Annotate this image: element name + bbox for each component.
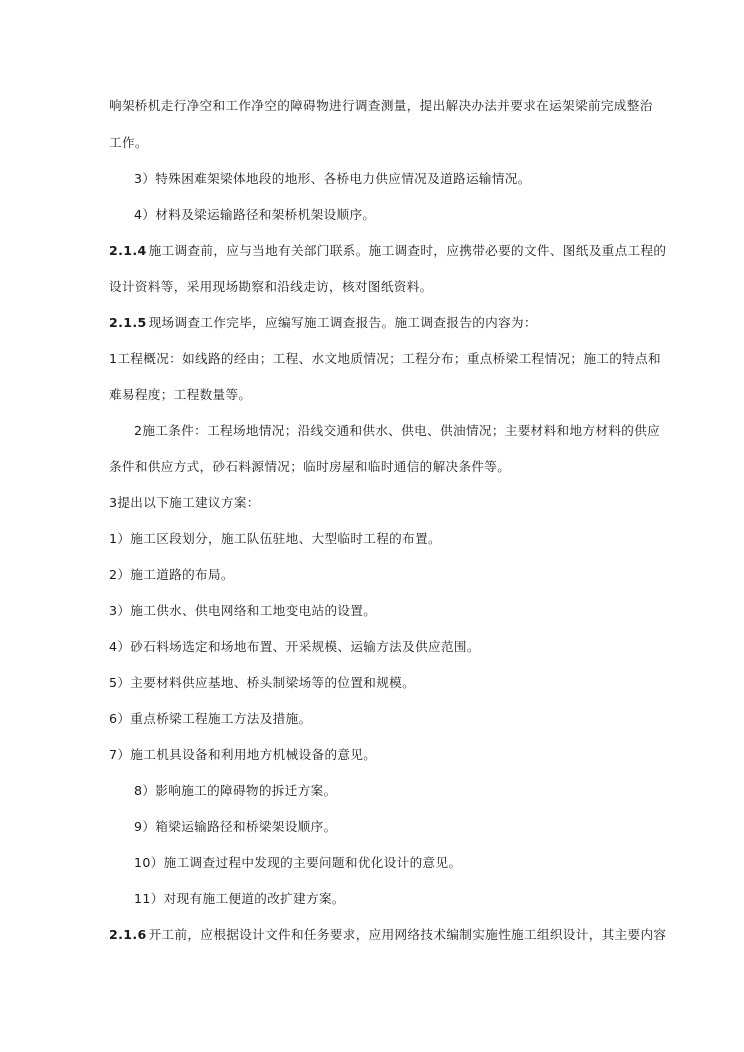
- section-number: 2.1.6: [109, 927, 147, 942]
- list-item: 7）施工机具设备和利用地方机械设备的意见。: [109, 747, 377, 762]
- list-item: 5）主要材料供应基地、桥头制梁场等的位置和规模。: [109, 675, 416, 690]
- list-item: 11）对现有施工便道的改扩建方案。: [134, 891, 345, 906]
- section-paragraph: [109, 926, 666, 944]
- list-item: 6）重点桥梁工程施工方法及措施。: [109, 711, 312, 726]
- section-paragraph: [109, 314, 537, 332]
- paragraph-line: 难易程度；工程数量等。: [109, 387, 252, 402]
- paragraph-line: 响架桥机走行净空和工作净空的障碍物进行调查测量，提出解决办法并要求在运架梁前完成整治: [109, 98, 653, 113]
- list-item: 1）施工区段划分，施工队伍驻地、大型临时工程的布置。: [109, 531, 441, 546]
- list-item: 9）箱梁运输路径和桥梁架设顺序。: [134, 819, 337, 834]
- paragraph-line: 工作。: [109, 135, 148, 150]
- section-number: 2.1.4: [109, 243, 147, 258]
- list-item: 3）特殊困难架梁体地段的地形、各桥电力供应情况及道路运输情况。: [134, 171, 531, 186]
- paragraph-line: 1工程概况：如线路的经由；工程、水文地质情况；工程分布；重点桥梁工程情况；施工的特点和: [109, 351, 661, 366]
- section-text: 现场调查工作完毕，应编写施工调查报告。施工调查报告的内容为：: [148, 315, 537, 330]
- list-item: 3）施工供水、供电网络和工地变电站的设置。: [109, 603, 377, 618]
- section-paragraph: [109, 242, 666, 260]
- list-item: 4）材料及梁运输路径和架桥机架设顺序。: [134, 207, 376, 222]
- paragraph-line: 设计资料等，采用现场勘察和沿线走访，核对图纸资料。: [109, 279, 433, 294]
- list-item: 4）砂石料场选定和场地布置、开采规模、运输方法及供应范围。: [109, 639, 480, 654]
- list-item: 2）施工道路的布局。: [109, 567, 234, 582]
- paragraph-line: 2施工条件：工程场地情况；沿线交通和供水、供电、供油情况；主要材料和地方材料的供应: [134, 423, 661, 438]
- paragraph-line: 条件和供应方式，砂石料源情况；临时房屋和临时通信的解决条件等。: [109, 459, 511, 474]
- section-number: 2.1.5: [109, 315, 147, 330]
- list-item: 10）施工调查过程中发现的主要问题和优化设计的意见。: [134, 855, 462, 870]
- section-text: 开工前，应根据设计文件和任务要求，应用网络技术编制实施性施工组织设计，其主要内容: [148, 927, 667, 942]
- section-text: 施工调查前，应与当地有关部门联系。施工调查时，应携带必要的文件、图纸及重点工程的: [148, 243, 667, 258]
- list-item: 8）影响施工的障碍物的拆迁方案。: [134, 783, 337, 798]
- paragraph-line: 3提出以下施工建议方案：: [109, 495, 260, 510]
